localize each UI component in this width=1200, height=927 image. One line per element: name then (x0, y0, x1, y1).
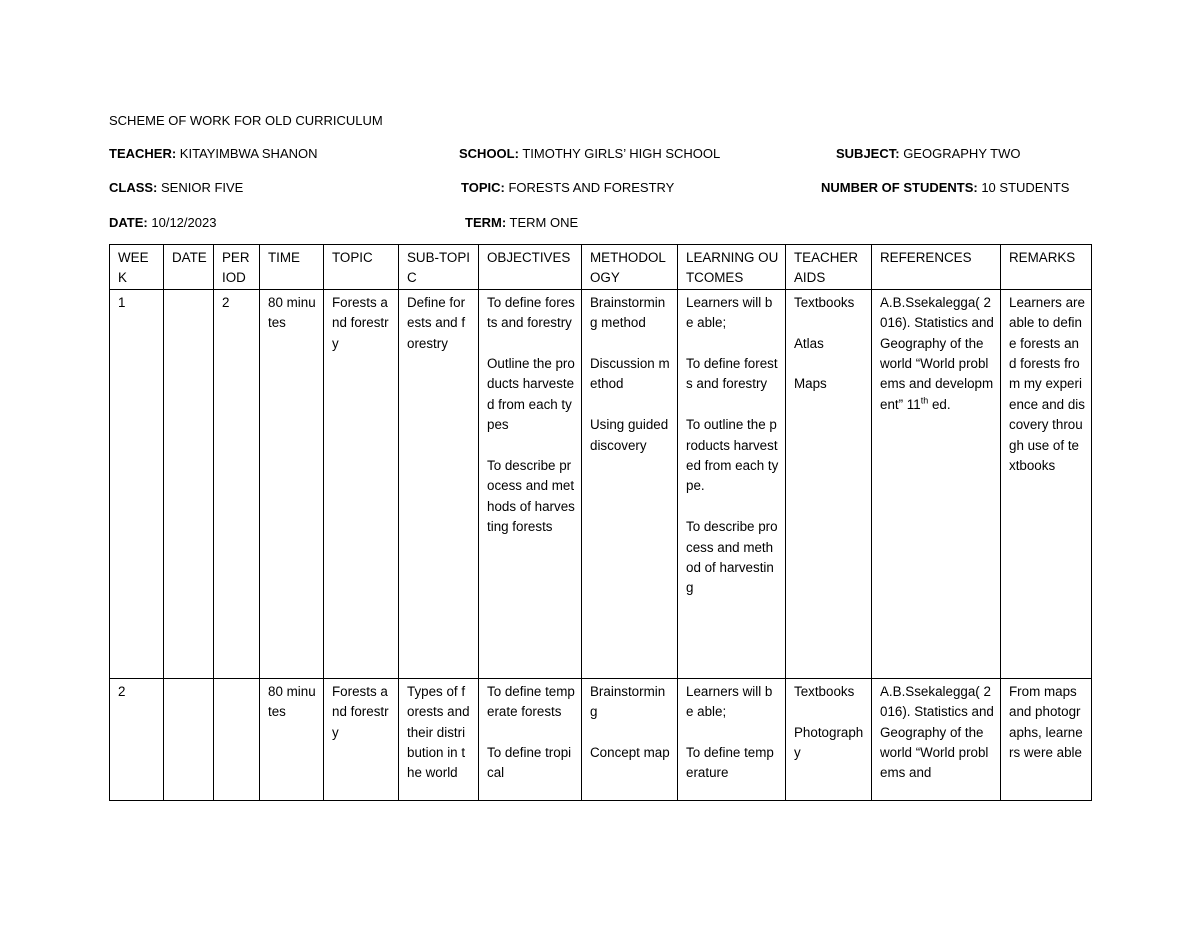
objective-item: Outline the products harvested from each types (487, 356, 575, 433)
subtopic-cell: Define forests and forestry (399, 289, 479, 678)
class-value: SENIOR FIVE (157, 180, 244, 195)
topic-label: TOPIC: (461, 180, 505, 195)
references-cell: A.B.Ssekalegga( 2016). Statistics and Geography of the world “World problems and (872, 678, 1001, 800)
students-label: NUMBER OF STUDENTS: (821, 180, 978, 195)
term-value: TERM ONE (506, 215, 579, 230)
school-value: TIMOTHY GIRLS’ HIGH SCHOOL (518, 146, 721, 161)
objective-item: To define tropical (487, 745, 572, 781)
header-week: WEEK (110, 245, 164, 290)
header-outcomes: LEARNING OUTCOMES (678, 245, 786, 290)
methodology-cell (582, 678, 678, 800)
subtopic-cell: Types of forests and their distribution in the world (399, 678, 479, 800)
methodology-cell (582, 289, 678, 678)
remarks-cell: Learners are able to define forests and forests from my experience and discovery through use of textbooks (1001, 289, 1092, 678)
methodology-item: Discussion method (590, 356, 670, 392)
references-cell (872, 289, 1001, 678)
topic-cell: Forests and forestry (324, 678, 399, 800)
teacher-label: TEACHER: (109, 146, 177, 161)
methodology-item: Using guided discovery (590, 417, 669, 453)
header-subtopic: SUB-TOPIC (399, 245, 479, 290)
table-header-row (110, 245, 1092, 290)
table-row (110, 678, 1092, 800)
teacher-value: KITAYIMBWA SHANON (176, 146, 318, 161)
objective-item: To define forests and forestry (487, 294, 575, 331)
school-info (459, 146, 720, 161)
topic-cell: Forests and forestry (324, 289, 399, 678)
term-label: TERM: (465, 215, 507, 230)
time-cell: 80 minutes (260, 289, 324, 678)
header-time: TIME (260, 245, 324, 290)
methodology-item: Brainstorming method (590, 294, 666, 331)
outcome-item: To define forests and forestry (686, 356, 778, 392)
aids-cell (786, 289, 872, 678)
outcome-item: Learners will be able; (686, 294, 773, 331)
aid-item: Atlas (794, 335, 824, 351)
remarks-cell: From maps and photographs, learners were able (1001, 678, 1092, 800)
date-label: DATE: (109, 215, 148, 230)
aid-item: Photography (794, 724, 864, 761)
header-period: PERIOD (214, 245, 260, 290)
week-cell: 1 (110, 289, 164, 678)
class-info (109, 180, 243, 195)
reference-superscript: th (920, 395, 929, 406)
objective-item: To define temperate forests (487, 683, 575, 720)
topic-info (461, 180, 674, 195)
header-objectives: OBJECTIVES (479, 245, 582, 290)
students-value: 10 STUDENTS (977, 180, 1070, 195)
teacher-info (109, 146, 318, 161)
document-title: SCHEME OF WORK FOR OLD CURRICULUM (109, 113, 383, 128)
reference-edition: ed. (928, 396, 951, 412)
header-methodology: METHODOLOGY (582, 245, 678, 290)
objective-item: To describe process and methods of harvesting forests (487, 458, 575, 535)
period-cell (214, 678, 260, 800)
aid-item: Maps (794, 376, 827, 392)
header-aids: TEACHER AIDS (786, 245, 872, 290)
date-value: 10/12/2023 (147, 215, 217, 230)
header-date: DATE (164, 245, 214, 290)
subject-info (836, 146, 1020, 161)
outcomes-cell (678, 678, 786, 800)
term-info (465, 215, 578, 230)
outcome-item: To describe process and method of harvesting (686, 519, 778, 596)
date-cell (164, 289, 214, 678)
objectives-cell (479, 289, 582, 678)
time-cell: 80 minutes (260, 678, 324, 800)
week-cell: 2 (110, 678, 164, 800)
period-cell: 2 (214, 289, 260, 678)
outcome-item: Learners will be able; (686, 683, 773, 720)
header-references: REFERENCES (872, 245, 1001, 290)
date-cell (164, 678, 214, 800)
aids-cell (786, 678, 872, 800)
aid-item: Textbooks (794, 294, 855, 310)
date-info (109, 215, 216, 230)
outcome-item: To outline the products harvested from each type. (686, 417, 779, 494)
header-remarks: REMARKS (1001, 245, 1092, 290)
table-row (110, 289, 1092, 678)
subject-label: SUBJECT: (836, 146, 900, 161)
methodology-item: Brainstorming (590, 683, 666, 720)
subject-value: GEOGRAPHY TWO (899, 146, 1021, 161)
scheme-table (109, 244, 1092, 801)
reference-text: A.B.Ssekalegga( 2016). Statistics and Geography of the world “World problems and development” 11 (880, 294, 994, 412)
class-label: CLASS: (109, 180, 158, 195)
topic-value: FORESTS AND FORESTRY (504, 180, 675, 195)
students-info (821, 180, 1069, 195)
outcome-item: To define temperature (686, 745, 774, 781)
methodology-item: Concept map (590, 745, 670, 761)
header-topic: TOPIC (324, 245, 399, 290)
aid-item: Textbooks (794, 683, 855, 699)
school-label: SCHOOL: (459, 146, 519, 161)
objectives-cell (479, 678, 582, 800)
outcomes-cell (678, 289, 786, 678)
